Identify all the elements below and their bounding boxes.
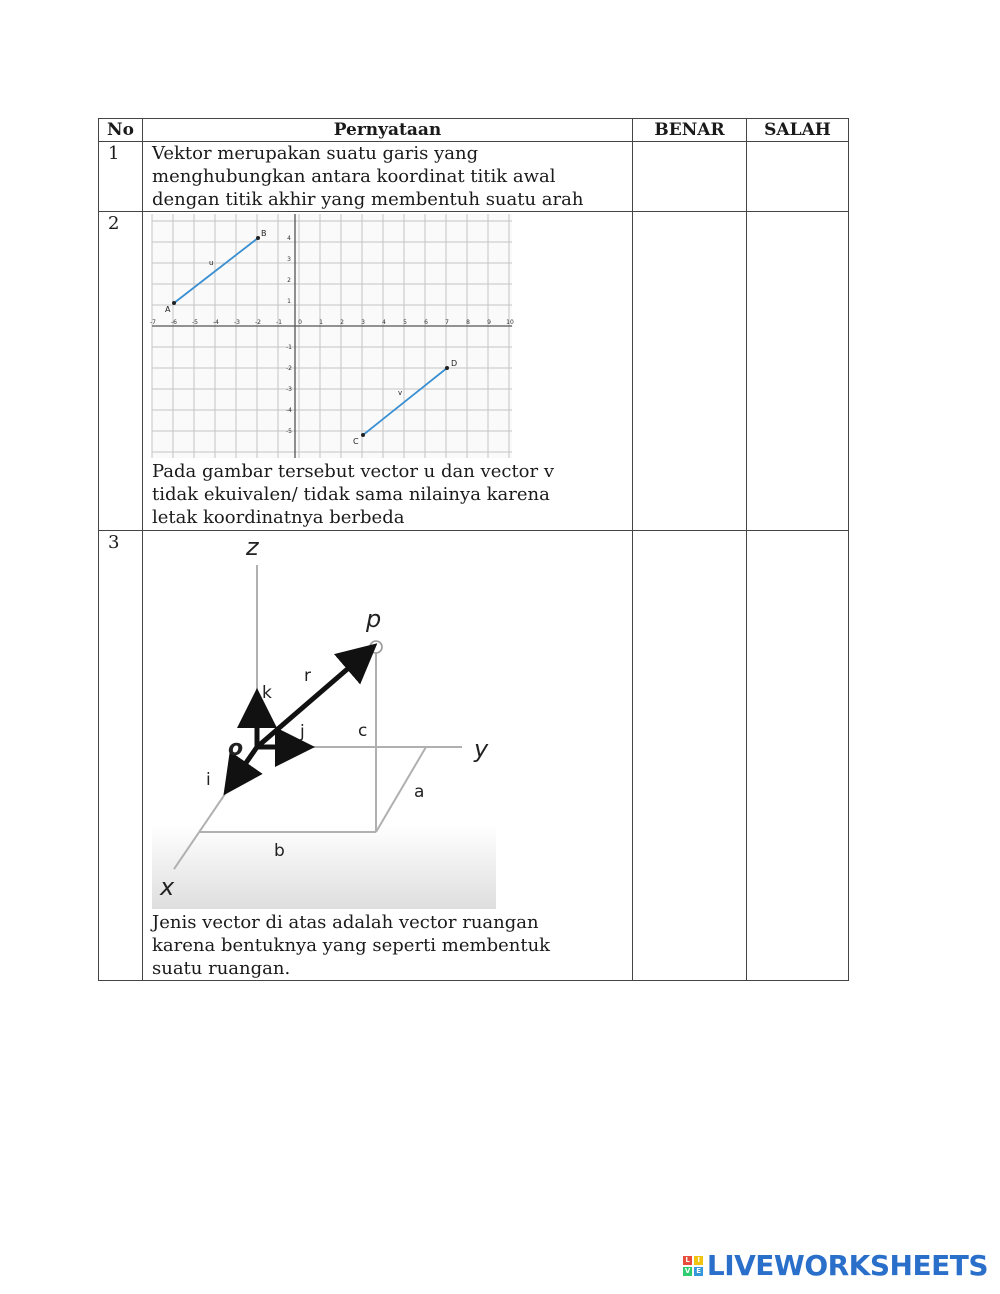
x-axis-label: x [160, 873, 175, 901]
y-tick-label: 3 [287, 256, 291, 263]
z-axis-label: z [246, 533, 259, 561]
header-no: No [99, 119, 143, 142]
statement-line: suatu ruangan. [152, 958, 291, 979]
salah-answer-cell[interactable] [747, 531, 849, 981]
b-label: b [274, 841, 285, 861]
y-tick-label: 1 [287, 298, 291, 305]
i-label: i [206, 770, 211, 790]
statement-line: Vektor merupakan suatu garis yang [152, 143, 479, 164]
y-tick-label: -2 [286, 365, 292, 372]
r-label: r [304, 666, 311, 686]
header-false: SALAH [747, 119, 849, 142]
vector-r [257, 653, 366, 747]
statement-cell [143, 142, 633, 212]
x-tick-label: -7 [150, 319, 156, 326]
table-row [99, 212, 849, 531]
vector-u-label: u [209, 259, 214, 267]
x-tick-label: 7 [445, 319, 449, 326]
point-d [445, 366, 449, 370]
row-number: 2 [99, 212, 143, 531]
x-tick-label: 8 [466, 319, 470, 326]
x-tick-label: 9 [487, 319, 491, 326]
point-a [172, 301, 176, 305]
y-axis-label: y [474, 735, 489, 763]
y-tick-label: -3 [286, 386, 292, 393]
salah-answer-cell[interactable] [747, 212, 849, 531]
k-label: k [262, 683, 272, 703]
x-tick-label: 10 [506, 319, 514, 326]
x-tick-label: 6 [424, 319, 428, 326]
point-d-label: D [451, 359, 458, 368]
liveworksheets-logo [683, 1249, 988, 1282]
x-tick-label: 4 [382, 319, 386, 326]
j-label: j [300, 722, 305, 742]
point-b [256, 236, 260, 240]
row-number: 1 [99, 142, 143, 212]
x-tick-label: -4 [213, 319, 219, 326]
statement-cell [143, 212, 633, 531]
point-c [361, 433, 365, 437]
statement-line: karena bentuknya yang seperti membentuk [152, 935, 551, 956]
y-tick-label: -1 [286, 344, 292, 351]
y-tick-label: -4 [286, 407, 292, 414]
statement-line: menghubungkan antara koordinat titik awal [152, 166, 556, 187]
x-tick-label: -6 [171, 319, 177, 326]
x-tick-label: -1 [276, 319, 282, 326]
a-label: a [414, 782, 425, 802]
x-tick-label: 2 [340, 319, 344, 326]
statement-line: dengan titik akhir yang membentuh suatu arah [152, 189, 584, 210]
logo-text: LIVEWORKSHEETS [706, 1249, 988, 1282]
point-c-label: C [353, 437, 359, 446]
statement-line: letak koordinatnya berbeda [152, 507, 405, 528]
salah-answer-cell[interactable] [747, 142, 849, 212]
header-statement: Pernyataan [143, 119, 633, 142]
vector-v-label: v [398, 389, 403, 397]
x-tick-label: -2 [255, 319, 261, 326]
coordinate-graph [152, 214, 512, 458]
y-tick-label: 4 [287, 235, 291, 242]
statement-table [98, 118, 849, 981]
table-row [99, 531, 849, 981]
header-true: BENAR [633, 119, 747, 142]
p-label: p [366, 605, 382, 633]
point-b-label: B [261, 229, 267, 238]
x-tick-label: 1 [319, 319, 323, 326]
y-tick-label: 2 [287, 277, 291, 284]
logo-mark-icon: L I V E [683, 1256, 703, 1276]
statement-cell [143, 531, 633, 981]
x-tick-label: 0 [298, 319, 302, 326]
benar-answer-cell[interactable] [633, 212, 747, 531]
statement-line: Pada gambar tersebut vector u dan vector v [152, 461, 555, 482]
table-row [99, 142, 849, 212]
benar-answer-cell[interactable] [633, 142, 747, 212]
x-tick-label: -5 [192, 319, 198, 326]
statement-line: tidak ekuivalen/ tidak sama nilainya karena [152, 484, 550, 505]
point-a-label: A [165, 305, 171, 314]
row-number: 3 [99, 531, 143, 981]
table-header-row [99, 119, 849, 142]
x-tick-label: 5 [403, 319, 407, 326]
statement-line: Jenis vector di atas adalah vector ruangan [152, 912, 539, 933]
x-tick-label: 3 [361, 319, 365, 326]
o-label: o [228, 736, 244, 761]
vector-space-diagram [152, 535, 496, 909]
c-label: c [358, 721, 368, 741]
y-tick-label: -5 [286, 428, 292, 435]
x-tick-label: -3 [234, 319, 240, 326]
benar-answer-cell[interactable] [633, 531, 747, 981]
point-p [370, 641, 382, 653]
